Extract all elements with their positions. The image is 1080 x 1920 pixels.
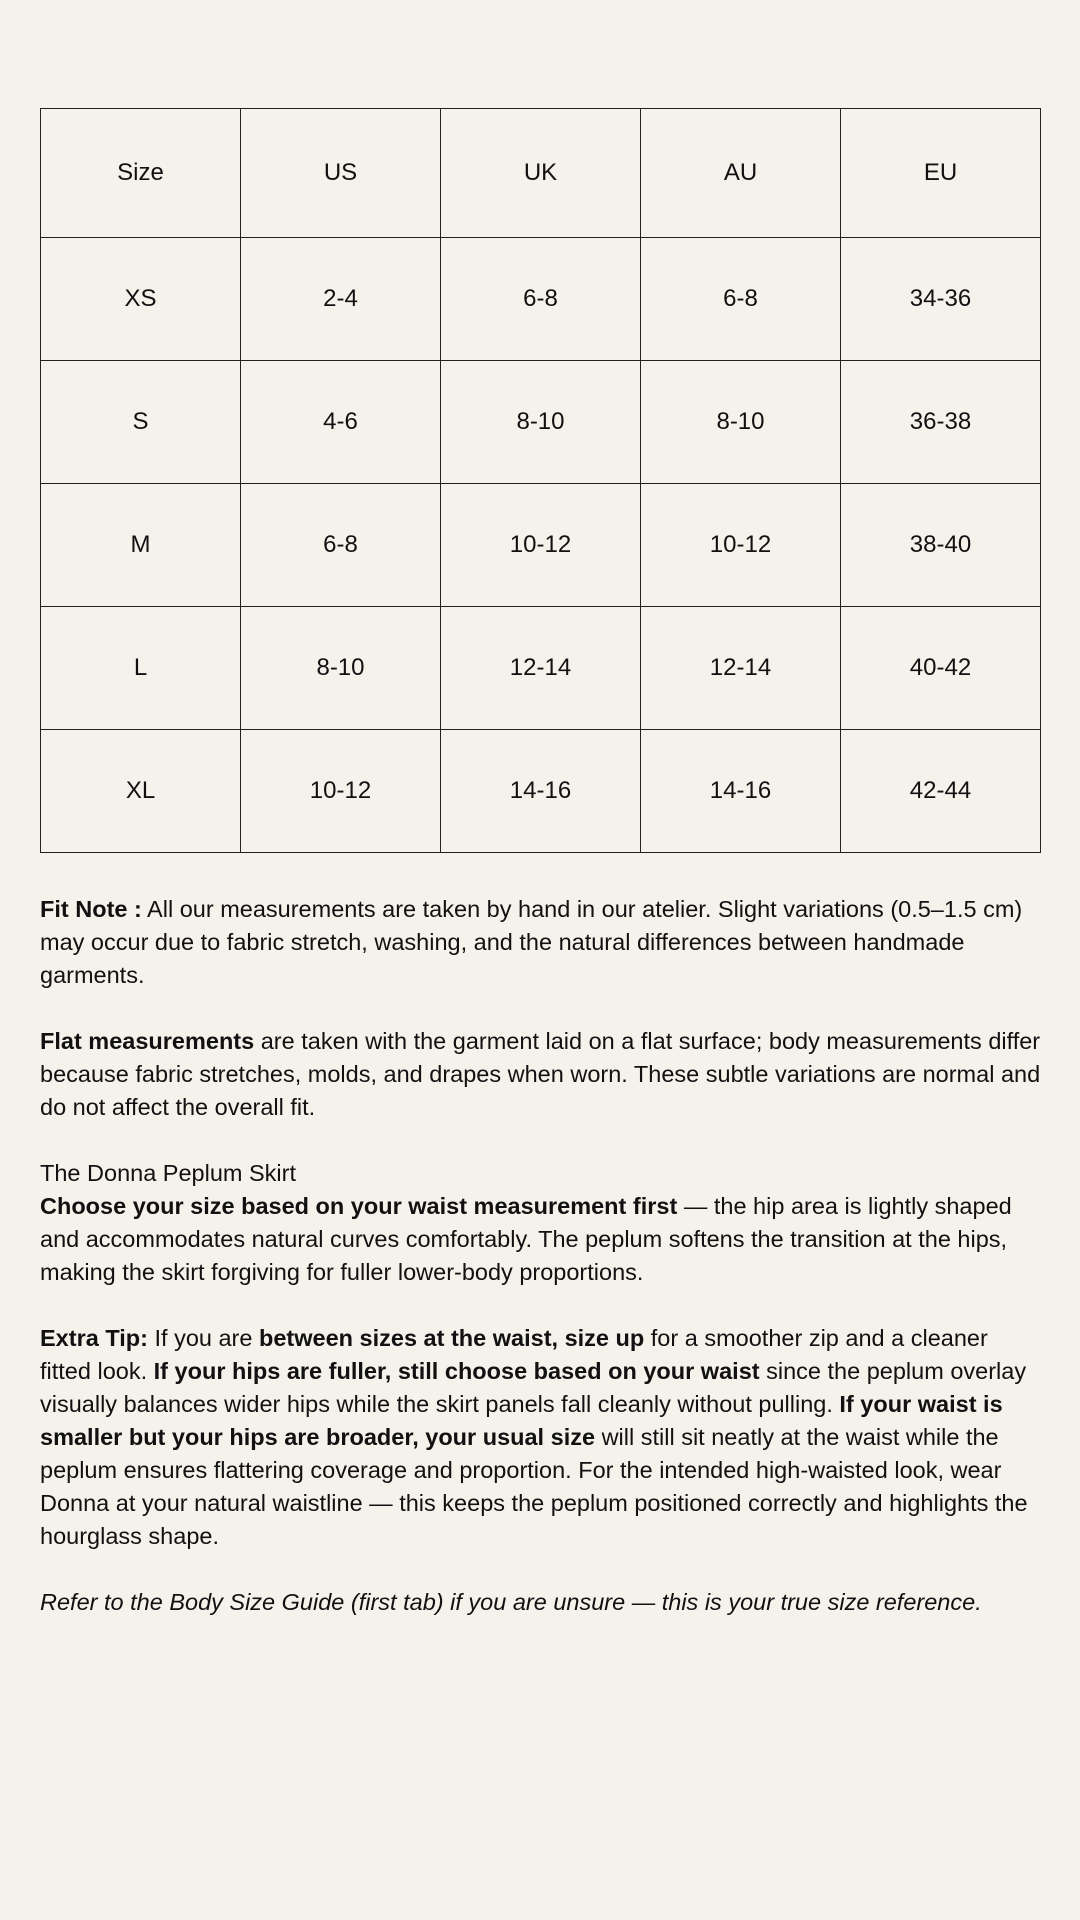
cell-size: XS <box>41 238 241 361</box>
extra-tip <box>40 1322 1041 1553</box>
size-guide-page <box>40 108 1041 1652</box>
flat-measurements-note <box>40 1025 1041 1124</box>
extra-tip-bold-2: If your hips are fuller, still choose based on your waist <box>153 1358 760 1384</box>
extra-tip-text-2: for a smoother zip and a cleaner fitted look. <box>40 1325 988 1384</box>
fit-note-text: All our measurements are taken by hand in our atelier. Slight variations (0.5–1.5 cm) may occur due to fabric stretch, washing, and the natural differences between handmade garments. <box>40 896 1023 988</box>
cell-uk: 8-10 <box>441 361 641 484</box>
cell-au: 8-10 <box>641 361 841 484</box>
cell-eu: 34-36 <box>841 238 1041 361</box>
table-row <box>41 484 1041 607</box>
cell-uk: 10-12 <box>441 484 641 607</box>
extra-tip-text-4: will still sit neatly at the waist while the peplum ensures flattering coverage and proportion. For the intended high-waisted look, wear Donna at your natural waistline — this keeps the peplum positioned correctly and highlights the hourglass shape. <box>40 1424 1028 1549</box>
product-advice <box>40 1157 1041 1289</box>
cell-us: 10-12 <box>241 730 441 853</box>
product-advice-bold: Choose your size based on your waist measurement first <box>40 1193 678 1219</box>
size-chart-table <box>40 108 1041 853</box>
cell-uk: 12-14 <box>441 607 641 730</box>
flat-measurements-label: Flat measurements <box>40 1028 255 1054</box>
table-row <box>41 238 1041 361</box>
size-notes <box>40 893 1041 1619</box>
cell-us: 8-10 <box>241 607 441 730</box>
header-size: Size <box>41 109 241 238</box>
extra-tip-text-1: If you are <box>147 1325 259 1351</box>
cell-au: 12-14 <box>641 607 841 730</box>
table-header-row <box>41 109 1041 238</box>
fit-note <box>40 893 1041 992</box>
product-advice-text: — the hip area is lightly shaped and accommodates natural curves comfortably. The peplum softens the transition at the hips, making the skirt forgiving for fuller lower-body proportions. <box>40 1193 1012 1285</box>
cell-au: 6-8 <box>641 238 841 361</box>
table-row <box>41 730 1041 853</box>
extra-tip-bold-1: between sizes at the waist, size up <box>258 1325 645 1351</box>
cell-us: 2-4 <box>241 238 441 361</box>
product-title: The Donna Peplum Skirt <box>40 1160 297 1186</box>
table-row <box>41 361 1041 484</box>
cell-size: L <box>41 607 241 730</box>
cell-uk: 14-16 <box>441 730 641 853</box>
header-uk: UK <box>441 109 641 238</box>
header-au: AU <box>641 109 841 238</box>
flat-measurements-text: are taken with the garment laid on a flat surface; body measurements differ because fabric stretches, molds, and drapes when worn. These subtle variations are normal and do not affect the overall fit. <box>40 1028 1041 1120</box>
table-row <box>41 607 1041 730</box>
cell-size: M <box>41 484 241 607</box>
cell-us: 4-6 <box>241 361 441 484</box>
extra-tip-text-3: since the peplum overlay visually balances wider hips while the skirt panels fall cleanly without pulling. <box>40 1358 1027 1417</box>
header-eu: EU <box>841 109 1041 238</box>
cell-eu: 42-44 <box>841 730 1041 853</box>
cell-eu: 36-38 <box>841 361 1041 484</box>
cell-uk: 6-8 <box>441 238 641 361</box>
header-us: US <box>241 109 441 238</box>
fit-note-label: Fit Note : <box>40 896 142 922</box>
extra-tip-label: Extra Tip: <box>40 1325 148 1351</box>
cell-au: 10-12 <box>641 484 841 607</box>
cell-size: XL <box>41 730 241 853</box>
cell-size: S <box>41 361 241 484</box>
extra-tip-bold-3: If your waist is smaller but your hips are broader, your usual size <box>40 1391 1003 1450</box>
cell-au: 14-16 <box>641 730 841 853</box>
cell-eu: 38-40 <box>841 484 1041 607</box>
cell-eu: 40-42 <box>841 607 1041 730</box>
cell-us: 6-8 <box>241 484 441 607</box>
reference-note: Refer to the Body Size Guide (first tab) if you are unsure — this is your true size reference. <box>40 1589 982 1615</box>
